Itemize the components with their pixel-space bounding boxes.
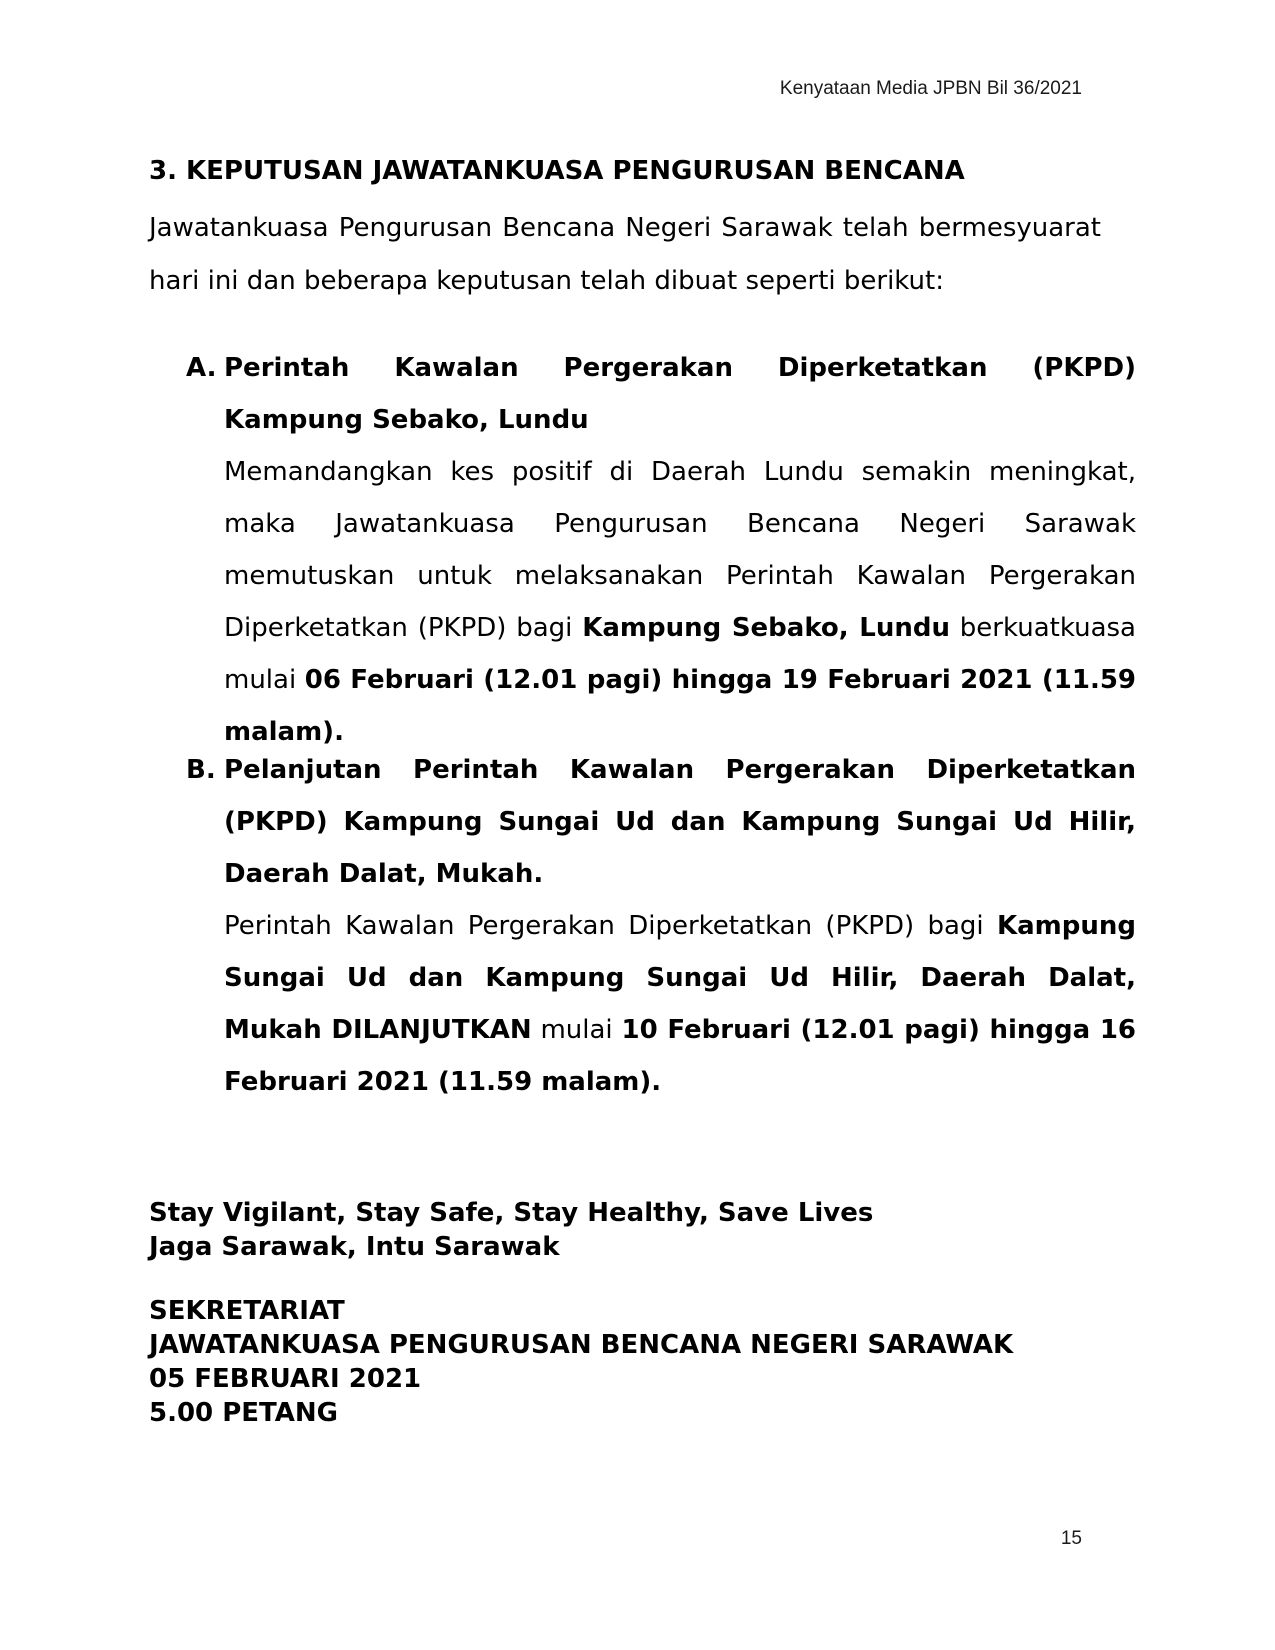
item-body: [224, 342, 1136, 758]
item-text: [224, 446, 1136, 758]
section-title: 3. KEPUTUSAN JAWATANKUASA PENGURUSAN BENCANA: [149, 156, 965, 186]
page-number: 15: [1060, 1528, 1082, 1549]
item-body: [224, 744, 1136, 1108]
signoff-line: SEKRETARIAT: [149, 1296, 345, 1326]
slogan-line: Stay Vigilant, Stay Safe, Stay Healthy, Save Lives: [149, 1198, 874, 1228]
item-text: [224, 900, 1136, 1108]
item-text-bold: Kampung Sungai Ud dan Kampung Sungai Ud Hilir, Daerah Dalat, Mukah DILANJUTKAN: [224, 911, 1136, 1045]
item-letter: B.: [186, 755, 216, 785]
item-text-bold: Kampung Sebako, Lundu: [582, 613, 950, 643]
signoff-date: 05 FEBRUARI 2021: [149, 1364, 422, 1394]
item-text-part: Memandangkan kes positif di Daerah Lundu semakin meningkat, maka Jawatankuasa Pengurusan Bencana Negeri Sarawak memutuskan untuk melaksanakan Perintah Kawalan Pergerakan Diperketatkan (PKPD) bagi: [224, 457, 1136, 643]
document-reference: Kenyataan Media JPBN Bil 36/2021: [779, 78, 1082, 99]
signoff-block: [149, 1294, 1013, 1430]
item-title: Pelanjutan Perintah Kawalan Pergerakan Diperketatkan (PKPD) Kampung Sungai Ud dan Kampung Sungai Ud Hilir, Daerah Dalat, Mukah.: [224, 755, 1136, 889]
item-title: Perintah Kawalan Pergerakan Diperketatkan (PKPD) Kampung Sebako, Lundu: [224, 353, 1136, 435]
section-intro: Jawatankuasa Pengurusan Bencana Negeri Sarawak telah bermesyuarat hari ini dan beberapa keputusan telah dibuat seperti berikut:: [149, 213, 1101, 296]
signoff-time: 5.00 PETANG: [149, 1398, 338, 1428]
item-text-part: Perintah Kawalan Pergerakan Diperketatkan (PKPD) bagi: [224, 911, 997, 941]
item-text-part: berkuatkuasa mulai: [224, 613, 1136, 695]
item-text-part: mulai: [531, 1015, 622, 1045]
item-letter: A.: [186, 353, 217, 383]
item-date-range: 06 Februari (12.01 pagi) hingga 19 Februari 2021 (11.59 malam).: [224, 665, 1136, 747]
item-date-range: 10 Februari (12.01 pagi) hingga 16 Februari 2021 (11.59 malam).: [224, 1015, 1136, 1097]
slogans: [149, 1196, 873, 1264]
slogan-line: Jaga Sarawak, Intu Sarawak: [149, 1232, 560, 1262]
signoff-line: JAWATANKUASA PENGURUSAN BENCANA NEGERI SARAWAK: [149, 1330, 1014, 1360]
